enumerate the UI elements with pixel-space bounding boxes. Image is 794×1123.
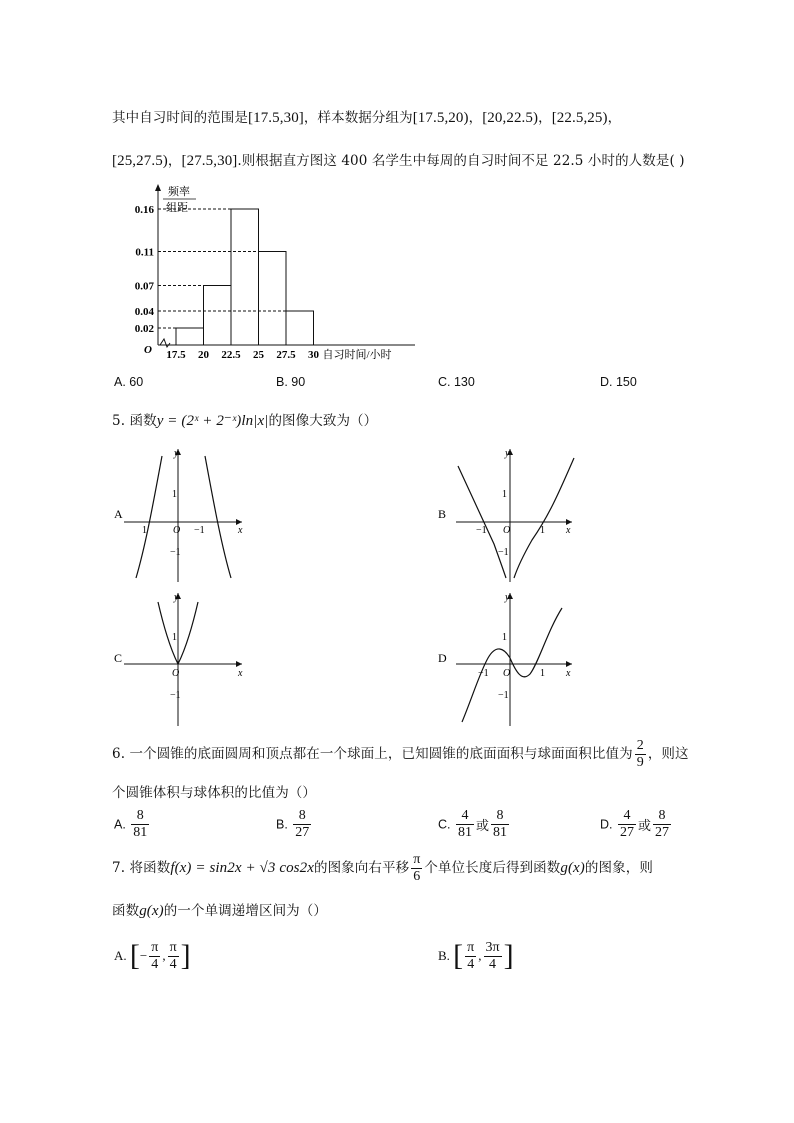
option-fraction	[618, 808, 636, 841]
x-tick-label: 17.5	[166, 349, 186, 360]
q6-number: 6.	[112, 746, 126, 762]
graph-a[interactable]	[110, 444, 250, 584]
frac-den: 4	[484, 956, 502, 973]
y-tick-label: 0.16	[134, 204, 154, 216]
q6-ratio-den: 9	[636, 755, 644, 770]
graph-c[interactable]	[110, 588, 250, 728]
q4-option-c[interactable]: C. 130	[438, 375, 475, 389]
tick-one-x: 1	[142, 525, 147, 536]
histogram-chart	[110, 182, 420, 360]
q5-suffix: 的图像大致为（）	[268, 413, 378, 429]
bracket-left: [	[129, 939, 140, 972]
q6-line2: 个圆锥体积与球体积的比值为（）	[112, 785, 316, 801]
q4-option-d[interactable]: D. 150	[600, 375, 637, 389]
histogram-bar	[259, 252, 287, 346]
bracket-left: [	[453, 939, 464, 972]
or-text: 或	[475, 818, 489, 833]
frac-den: 81	[493, 825, 507, 840]
q6-line1	[112, 738, 689, 771]
tick-neg-one: −1	[170, 547, 181, 558]
frac-left	[465, 940, 476, 973]
q7-line2	[112, 899, 327, 920]
tick-one: 1	[502, 632, 507, 643]
comma: ，	[607, 110, 622, 126]
option-fraction	[456, 808, 474, 841]
x-axis-label: 自习时间/小时	[322, 349, 392, 360]
tick-one-x: 1	[540, 668, 545, 679]
q4-group-4: [25,27.5)	[112, 153, 168, 169]
q4-group-1: [17.5,20)	[412, 110, 469, 126]
y-tick-label: 0.07	[134, 280, 154, 293]
q5-prefix: 函数	[129, 413, 157, 429]
y-tick-label: 0.02	[134, 323, 154, 335]
q4-range: [17.5,30]	[248, 110, 304, 126]
q4-line1-prefix: 其中自习时间的范围是	[112, 110, 248, 126]
comma: ,	[162, 948, 166, 963]
q4-group-3: [22.5,25)	[551, 110, 608, 126]
q7-shift	[411, 852, 422, 885]
y-tick-label: 0.04	[134, 306, 154, 318]
axis-x-label: x	[566, 525, 571, 536]
option-label: B.	[276, 817, 288, 832]
frac-den: 4	[149, 956, 160, 973]
q4-line1-rest: ，样本数据分组为	[303, 110, 413, 126]
q4-line2	[112, 149, 685, 170]
option-fraction-2	[653, 808, 671, 841]
origin-label: O	[503, 668, 511, 679]
q6-text1: 一个圆锥的底面圆周和顶点都在一个球面上，已知圆锥的底面面积与球面面积比值为	[129, 746, 633, 762]
histogram-bar	[204, 286, 232, 346]
tick-neg-one: −1	[498, 690, 509, 701]
histogram-bar	[176, 328, 204, 345]
x-tick-label: 20	[198, 349, 209, 360]
axis-y-label: y	[174, 592, 179, 603]
q7-number: 7.	[112, 860, 126, 876]
comma: ，	[167, 153, 182, 169]
tick-one: 1	[172, 489, 177, 500]
q4-line1	[112, 106, 621, 127]
frac-num: π	[169, 939, 177, 955]
bracket-right: ]	[180, 939, 191, 972]
q7-text5-suffix: 的一个单调递增区间为（）	[163, 903, 327, 919]
frac-num: 3π	[485, 939, 500, 955]
frac-num: 4	[623, 808, 631, 823]
q6-option-d[interactable]	[600, 808, 673, 841]
axis-break	[160, 339, 170, 347]
axis-y-label: y	[505, 592, 510, 603]
origin-label: O	[172, 668, 180, 679]
y-axis-arrow	[155, 184, 161, 191]
q6-option-b[interactable]	[276, 808, 313, 841]
frac-num: 8	[658, 808, 666, 823]
q6-option-c[interactable]	[438, 808, 511, 841]
q4-line2-text: .则根据直方图这 400 名学生中每周的自习时间不足 22.5 小时的人数是( )	[237, 153, 685, 169]
tick-neg-one: −1	[170, 690, 181, 701]
graph-d[interactable]	[436, 588, 576, 728]
frac-num: 8	[136, 808, 144, 823]
axis-y-label: y	[174, 448, 179, 459]
axis-y-label: y	[505, 448, 510, 459]
q7-g: g(x)	[139, 903, 164, 919]
frac-den: 27	[655, 825, 669, 840]
axis-x-label: x	[238, 668, 243, 679]
option-label: A.	[114, 948, 127, 963]
origin-label: O	[144, 344, 152, 356]
q4-option-a[interactable]: A. 60	[114, 375, 144, 389]
q5-formula: y = (2ˣ + 2⁻ˣ)ln|x|	[156, 413, 269, 429]
q4-option-b[interactable]: B. 90	[276, 375, 306, 389]
q7-shift-den: 6	[411, 868, 422, 885]
frac-left	[149, 940, 160, 973]
tick-neg-one: −1	[498, 547, 509, 558]
tick-neg-one-x: −1	[478, 668, 489, 679]
graph-a-label: A	[114, 507, 123, 521]
q7-option-a[interactable]	[114, 939, 191, 973]
option-label: A.	[114, 817, 126, 832]
option-label: B.	[438, 948, 450, 963]
q4-group-5: [27.5,30]	[181, 153, 238, 169]
frac-num: 8	[298, 808, 306, 823]
y-label-bottom: 组距	[166, 202, 188, 214]
q6-option-a[interactable]	[114, 808, 151, 841]
frac-den: 81	[457, 825, 472, 840]
q6-text1-end: ，则这	[647, 746, 689, 762]
graph-b[interactable]	[436, 444, 576, 584]
option-fraction	[131, 808, 149, 841]
tick-neg-one-x: −1	[476, 525, 487, 536]
graph-b-label: B	[438, 507, 447, 521]
x-tick-label: 30	[308, 349, 319, 360]
axis-x-label: x	[566, 668, 571, 679]
comma: ，	[538, 110, 552, 126]
bracket-right: ]	[503, 939, 514, 972]
q7-shift-num: π	[413, 852, 421, 867]
q7-text5-prefix: 函数	[112, 903, 140, 919]
x-tick-label: 25	[253, 349, 264, 360]
option-label: C.	[438, 817, 451, 832]
q7-text3: 个单位长度后得到函数	[424, 860, 561, 876]
q6-ratio-num: 2	[636, 738, 644, 753]
x-tick-label: 22.5	[221, 349, 241, 360]
frac-den: 27	[295, 825, 310, 840]
option-fraction-2	[491, 808, 509, 841]
frac-num: 8	[496, 808, 504, 823]
frac-num: π	[467, 939, 475, 955]
tick-one-x: 1	[540, 525, 545, 536]
frac-num: 4	[461, 808, 469, 823]
q7-option-b[interactable]	[438, 939, 514, 973]
frac-right	[168, 940, 179, 973]
q5-stem	[112, 409, 377, 430]
frac-den: 4	[168, 956, 179, 973]
q5-number: 5.	[112, 413, 126, 429]
q7-text2: 的图象向右平移	[313, 860, 410, 876]
graph-c-label: C	[114, 651, 123, 665]
tick-one: 1	[502, 489, 507, 500]
q7-g: g(x)	[560, 860, 585, 876]
q7-text4: 的图象，则	[584, 860, 653, 876]
q7-line1	[112, 852, 653, 885]
comma: ,	[478, 948, 482, 963]
comma: ，	[468, 110, 483, 126]
frac-right	[484, 940, 502, 973]
or-text: 或	[637, 818, 651, 833]
origin-label: O	[173, 525, 181, 536]
q7-formula: f(x) = sin2x + √3 cos2x	[170, 860, 314, 876]
frac-den: 4	[465, 956, 476, 973]
frac-num: π	[151, 939, 159, 955]
axis-x-label: x	[238, 525, 243, 536]
q7-text1: 将函数	[129, 860, 171, 876]
histogram-bar	[231, 209, 259, 345]
histogram-bar	[286, 311, 314, 345]
frac-den: 81	[133, 825, 148, 840]
option-label: D.	[600, 817, 613, 832]
tick-one: 1	[172, 632, 177, 643]
x-tick-label: 27.5	[276, 349, 296, 360]
y-label-top: 频率	[168, 186, 190, 198]
graph-d-label: D	[438, 651, 447, 665]
minus-sign: −	[139, 948, 148, 963]
origin-label: O	[503, 525, 511, 536]
option-fraction	[293, 808, 311, 841]
q6-ratio	[635, 738, 646, 771]
q4-group-2: [20,22.5)	[482, 110, 539, 126]
tick-neg-one-x: −1	[194, 525, 205, 536]
frac-den: 27	[619, 825, 634, 840]
y-tick-label: 0.11	[135, 246, 154, 259]
